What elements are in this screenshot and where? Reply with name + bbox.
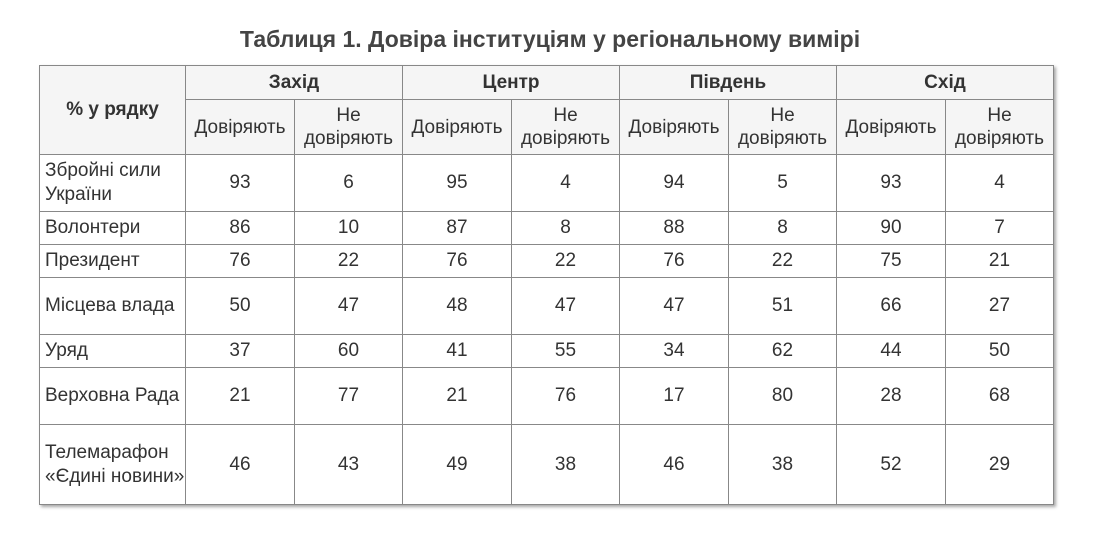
table-cell: 21: [403, 368, 512, 425]
subheader-trust: Довіряють: [837, 100, 946, 155]
table-cell: 76: [512, 368, 620, 425]
table-cell: 60: [295, 335, 403, 368]
table-cell: 50: [186, 278, 295, 335]
table-cell: 47: [620, 278, 729, 335]
table-cell: 38: [512, 425, 620, 505]
region-header-south: Південь: [620, 66, 837, 100]
row-label: Уряд: [40, 335, 186, 368]
subheader-distrust: Не довіряють: [295, 100, 403, 155]
table-row: [40, 155, 1054, 212]
subheader-trust: Довіряють: [403, 100, 512, 155]
table-cell: 8: [729, 212, 837, 245]
table-cell: 87: [403, 212, 512, 245]
table-cell: 34: [620, 335, 729, 368]
subheader-distrust: Не довіряють: [729, 100, 837, 155]
table-cell: 46: [620, 425, 729, 505]
trust-table: [39, 65, 1054, 505]
table-cell: 50: [946, 335, 1054, 368]
table-cell: 4: [946, 155, 1054, 212]
subheader-trust: Довіряють: [620, 100, 729, 155]
table-cell: 90: [837, 212, 946, 245]
row-label: Волонтери: [40, 212, 186, 245]
table-cell: 47: [295, 278, 403, 335]
corner-header: % у рядку: [40, 66, 186, 155]
row-label: Верховна Рада: [40, 368, 186, 425]
table-cell: 22: [729, 245, 837, 278]
table-cell: 66: [837, 278, 946, 335]
table-row: [40, 368, 1054, 425]
region-header-west: Захід: [186, 66, 403, 100]
table-cell: 55: [512, 335, 620, 368]
table-cell: 94: [620, 155, 729, 212]
table-cell: 37: [186, 335, 295, 368]
table-cell: 93: [837, 155, 946, 212]
table-cell: 86: [186, 212, 295, 245]
table-cell: 76: [186, 245, 295, 278]
row-label: Президент: [40, 245, 186, 278]
row-label: Телемарафон «Єдині новини»: [40, 425, 186, 505]
table-cell: 95: [403, 155, 512, 212]
table-cell: 77: [295, 368, 403, 425]
table-cell: 5: [729, 155, 837, 212]
table-cell: 41: [403, 335, 512, 368]
table-cell: 21: [186, 368, 295, 425]
subheader-distrust: Не довіряють: [512, 100, 620, 155]
table-cell: 17: [620, 368, 729, 425]
table-cell: 27: [946, 278, 1054, 335]
subheader-trust: Довіряють: [186, 100, 295, 155]
table-cell: 46: [186, 425, 295, 505]
table-cell: 76: [620, 245, 729, 278]
table-cell: 43: [295, 425, 403, 505]
table-row: [40, 245, 1054, 278]
table-cell: 8: [512, 212, 620, 245]
table-cell: 47: [512, 278, 620, 335]
table-cell: 76: [403, 245, 512, 278]
table-row: [40, 335, 1054, 368]
table-cell: 29: [946, 425, 1054, 505]
row-label: Збройні сили України: [40, 155, 186, 212]
table-cell: 7: [946, 212, 1054, 245]
table-cell: 62: [729, 335, 837, 368]
row-label: Місцева влада: [40, 278, 186, 335]
table-cell: 75: [837, 245, 946, 278]
table-cell: 4: [512, 155, 620, 212]
table-cell: 49: [403, 425, 512, 505]
subheader-distrust: Не довіряють: [946, 100, 1054, 155]
table-cell: 93: [186, 155, 295, 212]
table-cell: 44: [837, 335, 946, 368]
table-row: [40, 425, 1054, 505]
table-cell: 52: [837, 425, 946, 505]
table-cell: 22: [512, 245, 620, 278]
table-cell: 38: [729, 425, 837, 505]
region-header-center: Центр: [403, 66, 620, 100]
table-title: Таблиця 1. Довіра інституціям у регіональному вимірі: [239, 26, 861, 52]
table-cell: 6: [295, 155, 403, 212]
table-cell: 68: [946, 368, 1054, 425]
table-cell: 28: [837, 368, 946, 425]
table-row: [40, 212, 1054, 245]
table-cell: 88: [620, 212, 729, 245]
region-header-east: Схід: [837, 66, 1054, 100]
table-cell: 22: [295, 245, 403, 278]
table-cell: 21: [946, 245, 1054, 278]
table-cell: 48: [403, 278, 512, 335]
table-cell: 80: [729, 368, 837, 425]
table-cell: 10: [295, 212, 403, 245]
table-cell: 51: [729, 278, 837, 335]
table-row: [40, 278, 1054, 335]
